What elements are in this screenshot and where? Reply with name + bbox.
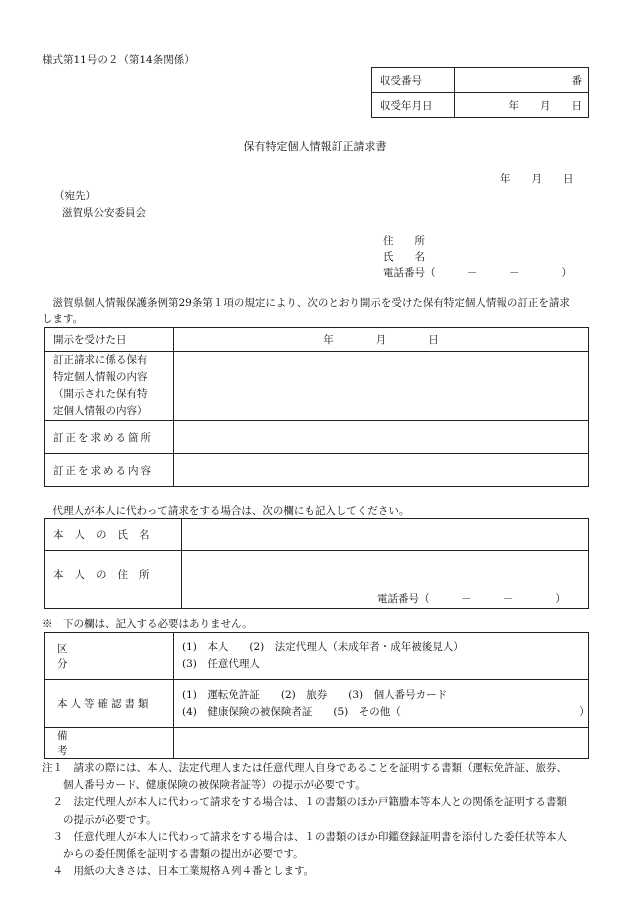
reception-number-label: 収受番号 — [372, 68, 455, 93]
disclosure-date-label: 開示を受けた日 — [53, 334, 127, 346]
note-line: ２ 法定代理人が本人に代わって請求をする場合は、１の書類のほか戸籍謄本等本人との関係を証明する書類 — [42, 796, 567, 809]
note-line: ３ 任意代理人が本人に代わって請求をする場合は、１の書類のほか印鑑登録証明書を添付した委任状等本人 — [42, 830, 567, 843]
remarks-label: 備考 — [45, 728, 174, 759]
location-field[interactable] — [174, 421, 589, 454]
principal-address-field[interactable] — [182, 551, 589, 609]
category-label-box — [45, 641, 173, 671]
note-line: 個人番号カード、健康保険の被保険者証等）の提示が必要です。 — [42, 779, 366, 792]
office-note: ※ 下の欄は、記入する必要はありません。 — [42, 618, 253, 630]
requester-phone-label[interactable]: 電話番号（ － － ） — [383, 267, 572, 279]
content-field[interactable] — [174, 352, 589, 421]
category-options — [174, 633, 589, 680]
reception-table — [371, 67, 589, 118]
disclosure-date-field[interactable] — [174, 328, 589, 352]
category-line-2[interactable]: (3) 任意代理人 — [182, 658, 260, 670]
reception-date-label: 収受年月日 — [372, 93, 455, 118]
intro-line-1: 滋賀県個人情報保護条例第29条第１項の規定により、次のとおり開示を受けた保有特定個人情報の訂正を請求 — [42, 297, 570, 309]
note-line: の提示が必要です。 — [42, 813, 157, 826]
id-docs-options — [174, 680, 589, 728]
id-docs-line-2[interactable]: (4) 健康保険の被保険者証 (5) その他（ ） — [182, 705, 590, 718]
addressee-prefix: （宛先） — [54, 190, 96, 202]
note-line: ４ 用紙の大きさは、日本工業規格Ａ列４番とします。 — [42, 865, 315, 878]
requester-name-label[interactable]: 氏 名 — [383, 251, 425, 263]
intro-line-2: します。 — [42, 313, 84, 325]
category-line-1[interactable]: (1) 本人 (2) 法定代理人（未成年者・成年被後見人） — [182, 641, 464, 653]
agent-table — [44, 518, 589, 609]
reception-number-suffix: 番 — [571, 74, 582, 87]
notes-block — [42, 760, 567, 880]
principal-address-label: 本人の住所 — [45, 551, 182, 609]
note-line: 注１ 請求の際には、本人、法定代理人または任意代理人自身であることを証明する書類（運転免許証、旅券、 — [42, 762, 567, 774]
form-number: 様式第11号の２（第14条関係） — [42, 54, 195, 66]
content-label-line: 定個人情報の内容） — [53, 405, 148, 417]
principal-name-label: 本人の氏名 — [45, 519, 182, 551]
content-label-line: 訂正請求に係る保有 — [53, 354, 148, 366]
addressee-name: 滋賀県公安委員会 — [62, 207, 146, 219]
disclosure-date-value: 年 月 日 — [323, 334, 439, 346]
correction-label: 訂正を求める内容 — [45, 454, 174, 487]
id-docs-line-1[interactable]: (1) 運転免許証 (2) 旅券 (3) 個人番号カード — [182, 688, 448, 701]
id-docs-label: 本人等確認書類 — [45, 680, 174, 728]
principal-phone-label: 電話番号（ － － ） — [377, 593, 566, 605]
main-request-table — [44, 327, 589, 487]
content-label-line: （開示された保有特 — [53, 388, 148, 400]
office-table — [44, 632, 589, 759]
location-label: 訂正を求める箇所 — [45, 421, 174, 454]
category-label: 区分 — [57, 643, 128, 670]
submission-date[interactable]: 年 月 日 — [500, 173, 574, 185]
principal-name-field[interactable] — [182, 519, 589, 551]
remarks-field[interactable] — [174, 728, 589, 759]
content-label-line: 特定個人情報の内容 — [53, 371, 148, 383]
reception-date-field[interactable] — [455, 93, 589, 118]
correction-field[interactable] — [174, 454, 589, 487]
reception-date-value: 年 月 日 — [508, 99, 582, 112]
note-line: からの委任関係を証明する書類の提出が必要です。 — [42, 848, 304, 861]
reception-number-field[interactable] — [455, 68, 589, 93]
document-title: 保有特定個人情報訂正請求書 — [243, 140, 387, 153]
requester-address-label[interactable]: 住 所 — [383, 235, 425, 247]
content-label — [45, 352, 174, 421]
agent-note: 代理人が本人に代わって請求をする場合は、次の欄にも記入してください。 — [42, 505, 410, 517]
